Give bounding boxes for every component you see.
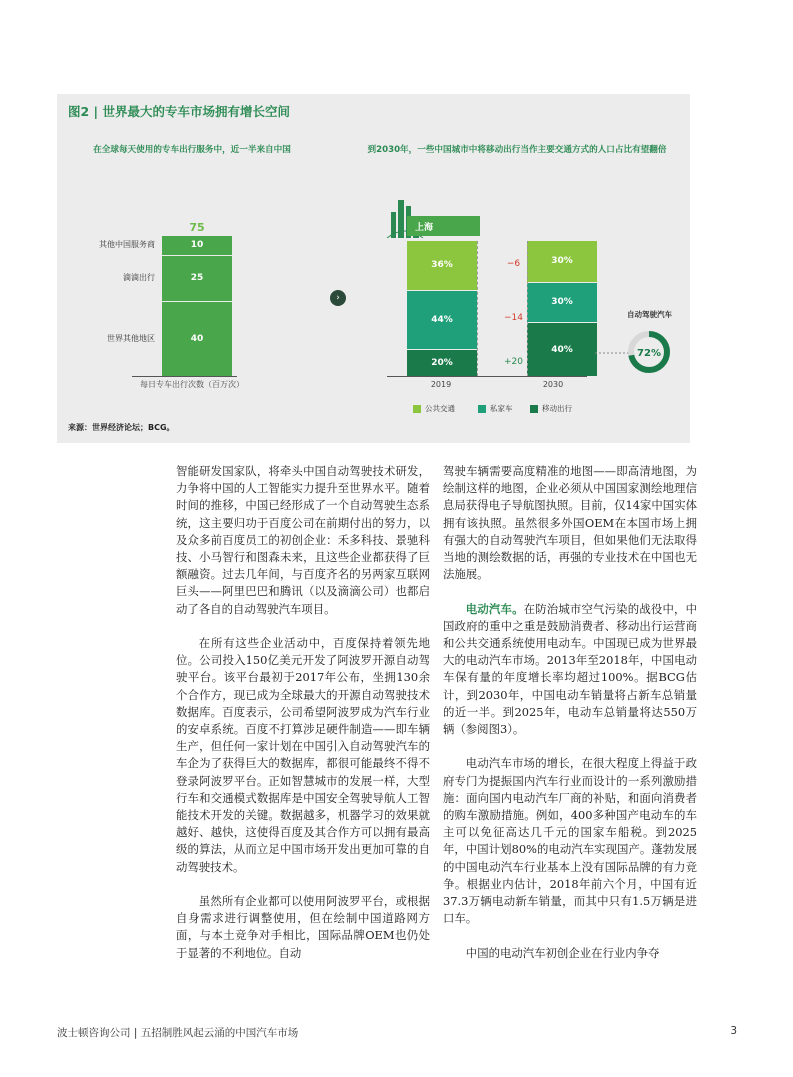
legend-item: 私家车 xyxy=(478,403,513,414)
bar-segment-mobility-2030: 40% xyxy=(527,322,597,376)
category-label: 其他中国服务商 xyxy=(99,240,155,250)
change-mobility: +20 xyxy=(504,356,523,367)
av-donut xyxy=(627,330,671,374)
right-column xyxy=(443,463,697,979)
bar-segment-mobility-2019: 20% xyxy=(407,349,477,376)
av-label: 自动驾驶汽车 xyxy=(627,310,672,319)
change-private-car: −14 xyxy=(504,313,523,324)
paragraph: 电动汽车。在防治城市空气污染的战役中，中国政府的重中之重是鼓励消费者、移动出行运营商和公共交通系统使用电动车。中国现已成为世界最大的电动汽车市场。2013年至2018年，中国电动车保有量的年度增长率均超过100%。据BCG估计，到2030年，中国电动车销量将占新车总销量的近一半。到2025年，电动车总销量将达550万辆（参阅图3）。 xyxy=(443,601,697,737)
category-label: 滴滴出行 xyxy=(123,273,155,282)
paragraph: 在所有这些企业活动中，百度保持着领先地位。公司投入150亿美元开发了阿波罗开源自动驾驶平台。该平台最初于2017年公布，坐拥130余个合作方，现已成为全球最大的开源自动驾驶技术数据库。百度表示，公司希望阿波罗成为汽车行业的安卓系统。百度不打算涉足硬件制造——即车辆生产，但任何一家计划在中国引入自动驾驶汽车的车企为了获得巨大的数据库，都很可能最终不得不登录阿波罗平台。正如智慧城市的发展一样，大型行车和交通模式数据库是中国安全驾驶导航人工智能技术开发的关键。数据越多，机器学习的效果就越好、越快，这使得百度及其合作方可以拥有最高级的算法，从而立足中国市场开发出更加可靠的自动驾驶技术。 xyxy=(176,636,430,874)
bar-segment-rest-of-world: 40 xyxy=(162,301,232,376)
right-chart-axis xyxy=(387,376,587,377)
left-chart-subtitle: 在全球每天使用的专车出行服务中，近一半来自中国 xyxy=(93,145,291,155)
right-chart-subtitle: 到2030年，一些中国城市中将移动出行当作主要交通方式的人口占比有望翻倍 xyxy=(367,145,667,155)
change-public-transit: −6 xyxy=(506,259,521,270)
divider xyxy=(477,241,478,376)
bar-segment-public-transit-2019: 36% xyxy=(407,241,477,290)
chevron-right-icon: › xyxy=(330,290,346,306)
av-share: 72% xyxy=(637,348,661,359)
left-chart-xlabel: 每日专车出行次数（百万次） xyxy=(140,380,244,389)
connector-line xyxy=(595,351,629,355)
bar-segment-private-car-2030: 30% xyxy=(527,282,597,323)
bar-segment-private-car-2019: 44% xyxy=(407,290,477,349)
left-chart-axis xyxy=(132,376,237,377)
exhibit-source: 来源：世界经济论坛；BCG。 xyxy=(68,423,175,432)
left-chart-total: 75 xyxy=(189,221,205,234)
exhibit-title: 图2 | 世界最大的专车市场拥有增长空间 xyxy=(68,104,290,119)
section-heading: 电动汽车。 xyxy=(465,601,524,616)
year-label: 2030 xyxy=(542,380,564,389)
bar-segment-didi: 25 xyxy=(162,255,232,302)
legend-item: 移动出行 xyxy=(530,403,572,414)
paragraph: 驾驶车辆需要高度精准的地图——即高清地图，为绘制这样的地图，企业必须从中国国家测绘地理信息局获得电子导航图执照。目前，仅14家中国实体拥有该执照。虽然很多外国OEM在本国市场上拥有强大的自动驾驶汽车项目，但如果他们无法取得当地的测绘数据的话，再强的专业技术在中国也无法施展。 xyxy=(443,464,697,582)
paragraph: 电动汽车市场的增长，在很大程度上得益于政府专门为提振国内汽车行业而设计的一系列激励措施：面向国内电动汽车厂商的补贴，和面向消费者的购车激励措施。例如，400多种国产电动车的车主可以免征高达几千元的国家车船税。到2025年，中国计划80%的电动汽车实现国产。蓬勃发展的中国电动汽车行业基本上没有国际品牌的有力竞争。根据业内估计，2018年前六个月，中国有近37.3万辆电动新车销量，而其中只有1.5万辆是进口车。 xyxy=(443,756,697,926)
paragraph: 中国的电动汽车初创企业在行业内争夺 xyxy=(465,945,660,960)
bar-segment-other-china: 10 xyxy=(162,236,232,255)
legend-item: 公共交通 xyxy=(413,403,455,414)
city-label: 上海 xyxy=(407,216,480,236)
page-footer xyxy=(57,1025,737,1040)
paragraph: 智能研发国家队，将牵头中国自动驾驶技术研发，力争将中国的人工智能实力提升至世界水平。随着时间的推移，中国已经形成了一个自动驾驶生态系统，这主要归功于百度公司在前期付出的努力，以及众多前百度员工的初创企业：禾多科技、景驰科技、小马智行和图森未来，且这些企业都获得了巨额融资。过去几年间，与百度齐名的另两家互联网巨头——阿里巴巴和腾讯（以及滴滴公司）也都启动了各自的自动驾驶汽车项目。 xyxy=(176,464,430,616)
page-number: 3 xyxy=(730,1025,737,1037)
bar-segment-public-transit-2030: 30% xyxy=(527,241,597,282)
exhibit-figure xyxy=(57,94,690,443)
left-column xyxy=(176,463,430,979)
year-label: 2019 xyxy=(430,380,452,389)
paragraph: 虽然所有企业都可以使用阿波罗平台，或根据自身需求进行调整使用，但在绘制中国道路网方面，与本土竞争对手相比，国际品牌OEM也仍处于显著的不利地位。自动 xyxy=(176,894,430,960)
footer-text: 波士顿咨询公司 | 五招制胜风起云涌的中国汽车市场 xyxy=(57,1027,299,1039)
category-label: 世界其他地区 xyxy=(107,333,155,343)
